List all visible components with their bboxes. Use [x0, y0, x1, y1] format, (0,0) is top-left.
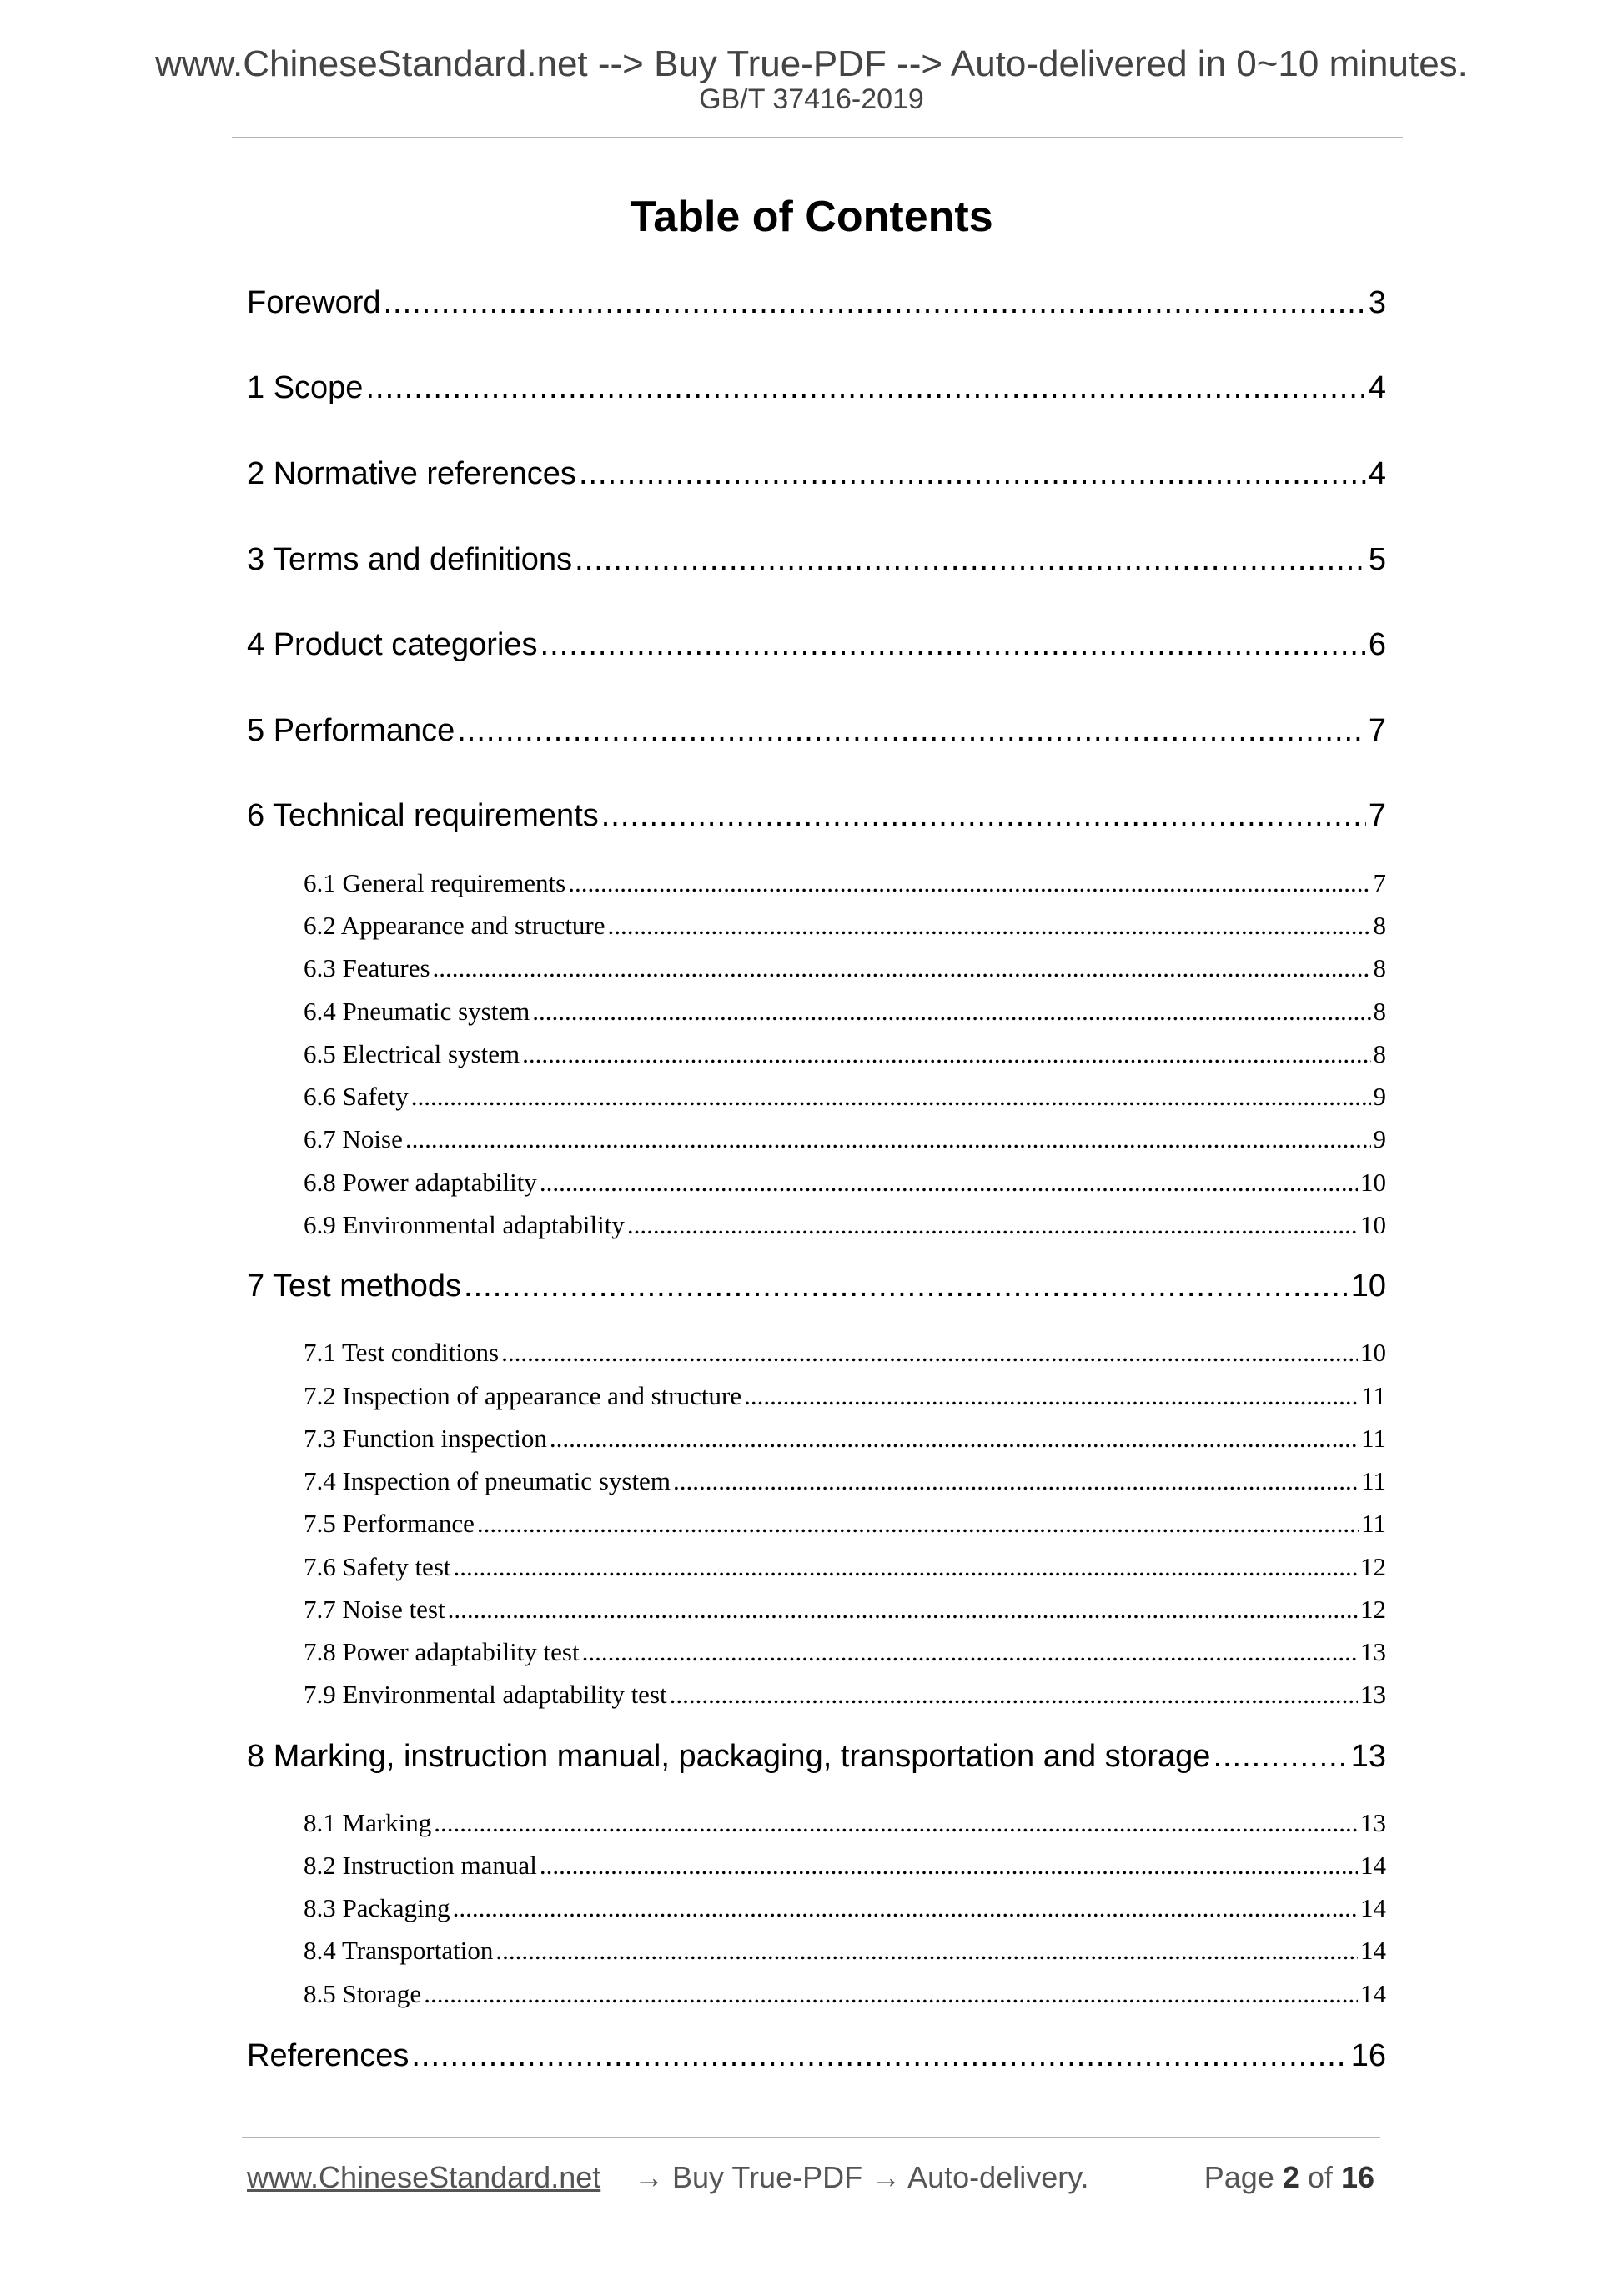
toc-entry-7-1[interactable]	[304, 1337, 1386, 1369]
toc-entry-8-5[interactable]	[304, 1978, 1386, 2010]
toc-entry-page: 9	[1373, 1082, 1386, 1111]
toc-entry-page: 10	[1360, 1338, 1386, 1367]
toc-entry-page: 8	[1373, 1039, 1386, 1068]
toc-entry-7-2[interactable]	[304, 1380, 1386, 1412]
toc-entry-label: 7.6 Safety test	[304, 1552, 451, 1581]
dot-leader	[411, 1081, 1371, 1113]
toc-entry-page: 7	[1368, 713, 1386, 748]
toc-entry-3[interactable]	[247, 540, 1386, 579]
dot-leader	[601, 796, 1366, 835]
toc-entry-page: 10	[1360, 1210, 1386, 1239]
dot-leader	[579, 455, 1366, 493]
toc-entry-label: 6.2 Appearance and structure	[304, 911, 605, 940]
toc-entry-page: 14	[1360, 1936, 1386, 1965]
arrow-right-icon: →	[634, 2160, 664, 2194]
page-current: 2	[1282, 2160, 1299, 2194]
toc-entry-page: 13	[1360, 1637, 1386, 1666]
dot-leader	[673, 1465, 1359, 1497]
toc-entry-label: 6.3 Features	[304, 953, 430, 982]
dot-leader	[384, 284, 1366, 322]
dot-leader	[568, 867, 1370, 899]
dot-leader	[532, 996, 1370, 1027]
toc-entry-label: 6.6 Safety	[304, 1082, 409, 1111]
toc-entry-label: 7.3 Function inspection	[304, 1424, 547, 1453]
toc-entry-page: 4	[1368, 456, 1386, 491]
dot-leader	[1213, 1737, 1348, 1776]
toc-entry-6-9[interactable]	[304, 1209, 1386, 1241]
page-footer	[247, 2158, 1386, 2197]
toc-entry-6-3[interactable]	[304, 952, 1386, 984]
toc-entry-label: 8.2 Instruction manual	[304, 1851, 537, 1880]
toc-entry-page: 8	[1373, 911, 1386, 940]
of-word: of	[1307, 2160, 1333, 2194]
toc-entry-label: 6 Technical requirements	[247, 798, 599, 833]
dot-leader	[670, 1679, 1358, 1711]
toc-entry-7-7[interactable]	[304, 1594, 1386, 1625]
toc-entry-page: 12	[1360, 1552, 1386, 1581]
toc-entry-8-4[interactable]	[304, 1935, 1386, 1967]
toc-entry-page: 10	[1350, 1269, 1386, 1304]
toc-entry-page: 14	[1360, 1851, 1386, 1880]
dot-leader	[457, 711, 1366, 750]
toc-entry-page: 9	[1373, 1124, 1386, 1153]
page-word: Page	[1203, 2160, 1274, 2194]
footer-delivery-text: Auto-delivery.	[907, 2160, 1089, 2194]
dot-leader	[575, 540, 1366, 579]
toc-entry-page: 12	[1360, 1595, 1386, 1624]
toc-entry-2[interactable]	[247, 455, 1386, 493]
toc-entry-7-5[interactable]	[304, 1508, 1386, 1540]
toc-entry-7[interactable]	[247, 1267, 1386, 1305]
dot-leader	[434, 1807, 1358, 1839]
dot-leader	[550, 1423, 1359, 1454]
toc-entry-label: 7.9 Environmental adaptability test	[304, 1680, 667, 1709]
toc-entry-label: 7 Test methods	[247, 1269, 462, 1304]
page-number	[1204, 2158, 1374, 2197]
toc-entry-page: 14	[1360, 1893, 1386, 1922]
dot-leader	[744, 1380, 1359, 1412]
dot-leader	[540, 625, 1366, 664]
dot-leader	[540, 1850, 1358, 1882]
toc-entry-7-4[interactable]	[304, 1465, 1386, 1497]
toc-entry-1[interactable]	[247, 369, 1386, 407]
toc-entry-label: 8 Marking, instruction manual, packaging, transportation and storage	[247, 1739, 1211, 1774]
dot-leader	[405, 1123, 1371, 1155]
dot-leader	[477, 1508, 1359, 1540]
toc-entry-page: 11	[1361, 1381, 1386, 1410]
dot-leader	[464, 1267, 1349, 1305]
footer-tagline	[634, 2158, 1089, 2197]
toc-entry-label: Foreword	[247, 285, 381, 320]
toc-entry-page: 8	[1373, 997, 1386, 1026]
dot-leader	[448, 1594, 1358, 1625]
header-divider	[232, 137, 1403, 138]
toc-entry-7-3[interactable]	[304, 1423, 1386, 1454]
toc-entry-4[interactable]	[247, 625, 1386, 664]
toc-entry-6-4[interactable]	[304, 996, 1386, 1027]
toc-entry-label: 8.3 Packaging	[304, 1893, 450, 1922]
dot-leader	[608, 910, 1371, 942]
toc-entry-page: 16	[1350, 2038, 1386, 2073]
toc-entry-label: 7.7 Noise test	[304, 1595, 445, 1624]
dot-leader	[501, 1337, 1358, 1369]
toc-entry-8-2[interactable]	[304, 1850, 1386, 1882]
toc-entry-label: 4 Product categories	[247, 627, 538, 662]
toc-entry-label: 7.1 Test conditions	[304, 1338, 500, 1367]
toc-entry-page: 13	[1360, 1808, 1386, 1837]
toc-entry-7-8[interactable]	[304, 1636, 1386, 1668]
toc-entry-6-8[interactable]	[304, 1167, 1386, 1198]
toc-entry-8-3[interactable]	[304, 1892, 1386, 1924]
toc-entry-page: 7	[1368, 798, 1386, 833]
toc-entry-label: 7.8 Power adaptability test	[304, 1637, 580, 1666]
toc-entry-6[interactable]	[247, 796, 1386, 835]
footer-website-link[interactable]: www.ChineseStandard.net	[247, 2160, 601, 2194]
toc-entry-label: References	[247, 2038, 410, 2073]
toc-entry-6-2[interactable]	[304, 910, 1386, 942]
dot-leader	[540, 1167, 1358, 1198]
page-title: Table of Contents	[630, 193, 993, 241]
toc-entry-label: 3 Terms and definitions	[247, 542, 573, 577]
toc-entry-8-1[interactable]	[304, 1807, 1386, 1839]
toc-entry-5[interactable]	[247, 711, 1386, 750]
toc-entry-page: 11	[1361, 1509, 1386, 1538]
toc-entry-page: 4	[1368, 370, 1386, 405]
toc-entry-page: 11	[1361, 1424, 1386, 1453]
dot-leader	[495, 1935, 1358, 1967]
toc-entry-6-6[interactable]	[304, 1081, 1386, 1113]
document-code: GB/T 37416-2019	[699, 83, 924, 115]
toc-entry-label: 6.7 Noise	[304, 1124, 403, 1153]
toc-entry-label: 7.5 Performance	[304, 1509, 475, 1538]
toc-entry-label: 6.5 Electrical system	[304, 1039, 520, 1068]
dot-leader	[365, 369, 1365, 407]
toc-entry-6-5[interactable]	[304, 1038, 1386, 1070]
header-banner: www.ChineseStandard.net --> Buy True-PDF --> Auto-delivered in 0~10 minutes.	[155, 43, 1468, 84]
arrow-right-icon: →	[871, 2160, 902, 2194]
toc-entry-label: 6.8 Power adaptability	[304, 1168, 537, 1197]
toc-entry-page: 14	[1360, 1979, 1386, 2008]
toc-entry-page: 8	[1373, 953, 1386, 982]
toc-entry-label: 8.1 Marking	[304, 1808, 432, 1837]
dot-leader	[582, 1636, 1358, 1668]
toc-entry-label: 5 Performance	[247, 713, 455, 748]
toc-entry-label: 7.4 Inspection of pneumatic system	[304, 1466, 671, 1495]
toc-entry-page: 3	[1368, 285, 1386, 320]
toc-entry-page: 13	[1360, 1680, 1386, 1709]
dot-leader	[424, 1978, 1358, 2010]
toc-entry-6-7[interactable]	[304, 1123, 1386, 1155]
toc-entry-page: 5	[1368, 542, 1386, 577]
footer-divider	[242, 2137, 1380, 2138]
toc-entry-page: 13	[1350, 1739, 1386, 1774]
toc-entry-label: 6.4 Pneumatic system	[304, 997, 530, 1026]
toc-entry-label: 8.4 Transportation	[304, 1936, 494, 1965]
dot-leader	[433, 952, 1371, 984]
dot-leader	[453, 1892, 1358, 1924]
dot-leader	[454, 1551, 1359, 1583]
toc-entry-7-6[interactable]	[304, 1551, 1386, 1583]
toc-entry-label: 6.1 General requirements	[304, 868, 566, 897]
dot-leader	[627, 1209, 1358, 1241]
toc-entry-page: 6	[1368, 627, 1386, 662]
footer-buy-text: Buy True-PDF	[672, 2160, 863, 2194]
toc-entry-6-1[interactable]	[304, 867, 1386, 899]
toc-entry-references[interactable]	[247, 2037, 1386, 2075]
toc-entry-label: 7.2 Inspection of appearance and structure	[304, 1381, 742, 1410]
toc-entry-label: 2 Normative references	[247, 456, 576, 491]
toc-entry-8[interactable]	[247, 1737, 1386, 1776]
page-total: 16	[1340, 2160, 1374, 2194]
toc-entry-page: 7	[1373, 868, 1386, 897]
toc-entry-page: 10	[1360, 1168, 1386, 1197]
toc-entry-label: 1 Scope	[247, 370, 364, 405]
dot-leader	[411, 2037, 1348, 2075]
toc-entry-label: 6.9 Environmental adaptability	[304, 1210, 625, 1239]
toc-entry-7-9[interactable]	[304, 1679, 1386, 1711]
toc-entry-page: 11	[1361, 1466, 1386, 1495]
toc-entry-foreword[interactable]	[247, 284, 1386, 322]
dot-leader	[522, 1038, 1370, 1070]
toc-entry-label: 8.5 Storage	[304, 1979, 422, 2008]
